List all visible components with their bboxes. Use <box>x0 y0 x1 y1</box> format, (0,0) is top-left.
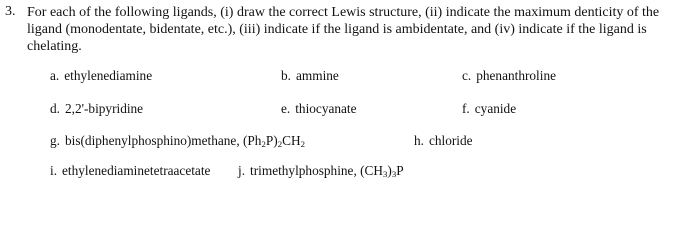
ligand-j-name: trimethylphosphine, (CH <box>250 163 383 178</box>
ligand-h <box>414 133 473 149</box>
question-number: 3. <box>5 4 16 19</box>
ligand-h-label: h. <box>414 133 424 148</box>
ligand-j <box>238 163 404 179</box>
ligand-a-label: a. <box>50 68 60 83</box>
ligand-b <box>281 68 339 84</box>
ligand-f <box>462 101 516 117</box>
ligand-j-subscript-1: 3 <box>383 169 388 180</box>
ligand-j-formula-mid: ) <box>387 163 392 178</box>
ligand-g-subscript-3: 2 <box>300 139 305 150</box>
ligand-f-label: f. <box>462 101 470 116</box>
ligand-j-formula-end: P <box>396 163 404 178</box>
ligand-j-subscript-2: 3 <box>391 169 397 180</box>
ligand-g-label: g. <box>50 133 60 148</box>
ligand-d <box>50 101 143 117</box>
ligand-j-label: j. <box>238 163 246 178</box>
ligand-d-name: 2,2'-bipyridine <box>64 101 144 116</box>
ligand-g <box>50 133 305 149</box>
question-text: For each of the following ligands, (i) draw the correct Lewis structure, (ii) indicate the maximum denticity of the ligand (monodentate, bidentate, etc.), (iii) indicate if the ligand is ambidentate, and (iv) indicate if the ligand is chelating. <box>27 5 660 54</box>
ligand-c-name: phenanthroline <box>476 68 556 83</box>
ligand-c <box>462 68 556 84</box>
ligand-a-name: ethylenediamine <box>64 68 153 83</box>
ligand-h-name: chloride <box>428 133 473 148</box>
ligand-g-subscript-2: 2 <box>277 139 283 150</box>
ligand-a <box>50 68 152 84</box>
ligand-g-name: bis(diphenylphosphino)methane, (Ph <box>64 133 262 148</box>
ligand-i <box>50 163 210 179</box>
ligand-g-formula-mid: P) <box>265 133 278 148</box>
ligand-e-name: thiocyanate <box>295 101 357 116</box>
ligand-i-label: i. <box>50 163 58 178</box>
ligand-e <box>281 101 357 117</box>
ligand-g-formula-end: CH <box>282 133 301 148</box>
ligand-f-name: cyanide <box>474 101 517 116</box>
ligand-i-name: ethylenediaminetetraacetate <box>62 163 211 178</box>
ligand-b-name: ammine <box>295 68 339 83</box>
ligand-c-label: c. <box>462 68 472 83</box>
ligand-b-label: b. <box>281 68 291 83</box>
ligand-e-label: e. <box>281 101 291 116</box>
ligand-g-subscript-1: 2 <box>261 139 266 150</box>
ligand-d-label: d. <box>50 101 60 116</box>
